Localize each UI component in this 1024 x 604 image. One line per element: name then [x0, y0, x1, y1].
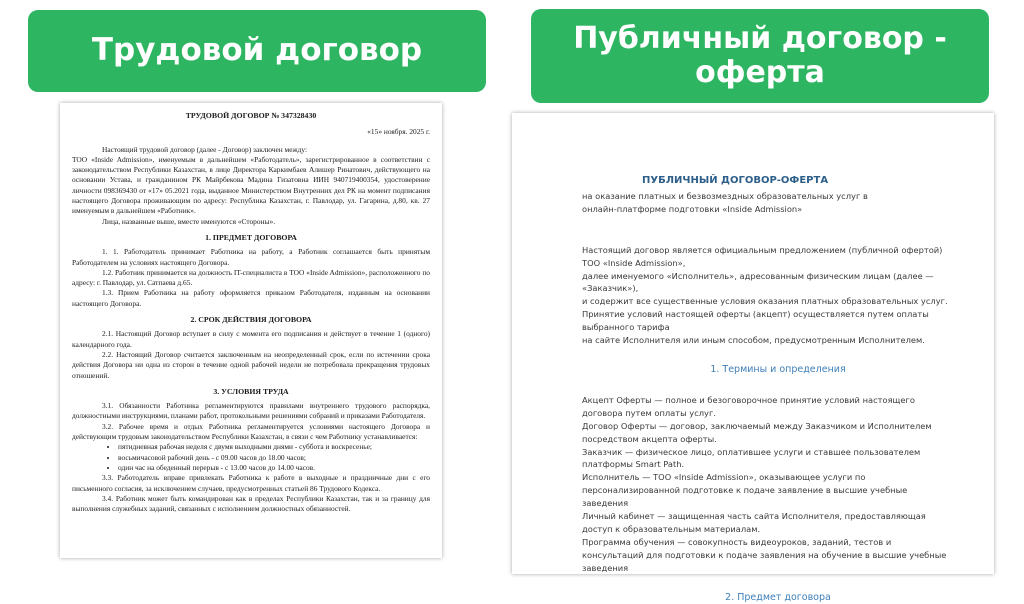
- offer-subtitle-line: онлайн-платформе подготовки «Inside Admission»: [582, 203, 803, 214]
- employment-contract-document: [60, 103, 442, 558]
- offer-intro-line: «Заказчик»),: [582, 283, 639, 294]
- section-3-clause-1: 3.1. Обязанности Работника регламентируются правилами внутреннего трудового распорядка, должностными инструкциями, планами работ, протокольными решениями собраний и приказами Работодателя.: [72, 401, 430, 421]
- definition-line: заведения: [582, 562, 629, 573]
- public-offer-heading: Публичный договор - оферта: [573, 20, 947, 90]
- offer-intro-line: на сайте Исполнителя или иным способом, предусмотренным Исполнителем.: [582, 335, 925, 346]
- section-2-clause-1: 2.1. Настоящий Договор вступает в силу с момента его подписания и действует в течение 1 (одного) календарного года.: [72, 329, 430, 349]
- contract-parties: ТОО «Inside Admission», именуемым в дальнейшем «Работодатель», зарегистрированное в соответствии с законодательством Республики Казахстан, в лице Директора Каркимбаев Алишер Ринатович, действующего на основании Устава, и гражданином РК Майрбекова Мадина Гизатовна ИИН 940719400354, удостоверение личности 098369430 от «17» 05.2021 года, выданное Министерством Внутренних дел РК на момент подписания настоящего Договора проживающим по адресу: Республика Казахстан, г. Павлодар, ул. Гагарина, д.80, кв. 27 именуемым в дальнейшем «Работник».: [72, 154, 430, 216]
- offer-intro-line: Принятие условий настоящей оферты (акцепт) осуществляется путем оплаты: [582, 309, 929, 320]
- offer-intro-line: далее именуемого «Исполнитель», адресованным физическим лицам (далее —: [582, 270, 934, 281]
- offer-intro-line: выбранного тарифа: [582, 322, 670, 333]
- section-1-title: 1. ПРЕДМЕТ ДОГОВОРА: [205, 232, 297, 242]
- contract-date: «15» ноября. 2025 г.: [367, 127, 430, 137]
- definition-line: Исполнитель — ТОО «Inside Admission», оказывающее услуги по: [582, 472, 866, 483]
- section-1-clause-3: 1.3. Прием Работника на работу оформляется приказом Работодателя, изданным на основании настоящего Договора.: [72, 288, 430, 308]
- definition-line: Договор Оферты — договор, заключаемый между Заказчиком и Исполнителем: [582, 420, 932, 431]
- contract-parties-note: Лица, названные выше, вместе именуются «Стороны».: [102, 216, 276, 226]
- section-2-title: 2. СРОК ДЕЙСТВИЯ ДОГОВОРА: [190, 315, 312, 325]
- list-item: • восьмичасовой рабочий день - с 09.00 часов до 18.00 часов;: [118, 453, 430, 463]
- definition-line: Программа обучения — совокупность видеоуроков, заданий, тестов и: [582, 536, 892, 547]
- section-2-clause-2: 2.2. Настоящий Договор считается заключенным на неопределенный срок, если по истечении срока действия Договора ни одна из сторон в течение одной рабочей недели не потребовала прекращения трудовых отношений.: [72, 349, 430, 380]
- offer-intro-line: Настоящий договор является официальным предложением (публичной офертой): [582, 244, 943, 255]
- list-item: • один час на обеденный перерыв - с 13.00 часов до 14.00 часов.: [118, 463, 430, 473]
- definition-line: посредством акцепта оферты.: [582, 433, 717, 444]
- definition-line: договора путем оплаты услуг.: [582, 407, 716, 418]
- definition-line: заведения: [582, 498, 629, 509]
- definition-line: Заказчик — физическое лицо, оплатившее услуги и ставшее пользователем: [582, 446, 921, 457]
- definition-line: консультаций для подготовки к подаче заявления на обучение в высшие учебные: [582, 549, 947, 560]
- offer-intro-line: ТОО «Inside Admission»,: [582, 257, 686, 268]
- contract-intro: Настоящий трудовой договор (далее - Договор) заключен между:: [102, 144, 308, 154]
- section-1-clause-1: 1. 1. Работодатель принимает Работника на работу, а Работник соглашается быть принятым Работодателем на условиях настоящего Договора.: [72, 247, 430, 267]
- section-1-clause-2: 1.2. Работник принимается на должность IT-специалиста в ТОО «Inside Admission», расположенного по адресу: г. Павлодар, ул. Сатпаева д.65.: [72, 267, 430, 288]
- definition-line: Личный кабинет — защищенная часть сайта Исполнителя, предоставляющая: [582, 511, 926, 522]
- employment-contract-banner: [28, 10, 486, 92]
- definition-line: доступ к образовательным материалам.: [582, 523, 761, 534]
- definition-line: Акцепт Оферты — полное и безоговорочное принятие условий настоящего: [582, 394, 915, 405]
- section-3-clause-3: 3.3. Работодатель вправе привлекать Работника к работе в выходные и праздничные дни с его письменного согласия, за исключением случаев, предусмотренных статьей 86 Трудового Кодекса.: [72, 473, 430, 493]
- employment-contract-heading: Трудовой договор: [91, 32, 423, 69]
- offer-section-1-title: 1. Термины и определения: [710, 363, 846, 375]
- offer-subtitle-line: на оказание платных и безвозмездных образовательных услуг в: [582, 190, 868, 201]
- section-3-title: 3. УСЛОВИЯ ТРУДА: [213, 386, 289, 396]
- definition-line: персонализированной подготовке к подаче заявление в высшие учебные: [582, 485, 908, 496]
- public-offer-banner: [531, 9, 989, 103]
- definition-line: платформы Smart Path.: [582, 459, 685, 470]
- contract-title: ТРУДОВОЙ ДОГОВОР № 347328430: [185, 111, 317, 120]
- section-3-clause-2: 3.2. Рабочее время и отдых Работника регламентируется условиями настоящего Договора и действующим трудовым законодательством Республики Казахстан, в связи с чем Работнику устанавливается:: [72, 421, 430, 442]
- offer-section-2-title: 2. Предмет договора: [725, 591, 831, 603]
- public-offer-document: [512, 113, 994, 603]
- section-3-clause-4: 3.4. Работник может быть командирован как в пределах Республики Казахстан, так и за границу для выполнения служебных заданий, связанных с исполнением должностных обязанностей.: [72, 493, 430, 514]
- offer-intro-line: и содержит все существенные условия оказания платных образовательных услуг.: [582, 296, 948, 307]
- working-hours-list: [72, 442, 430, 473]
- list-item: • пятидневная рабочая неделя с двумя выходными днями - суббота и воскресенье;: [118, 442, 430, 452]
- offer-title: ПУБЛИЧНЫЙ ДОГОВОР-ОФЕРТА: [642, 175, 829, 186]
